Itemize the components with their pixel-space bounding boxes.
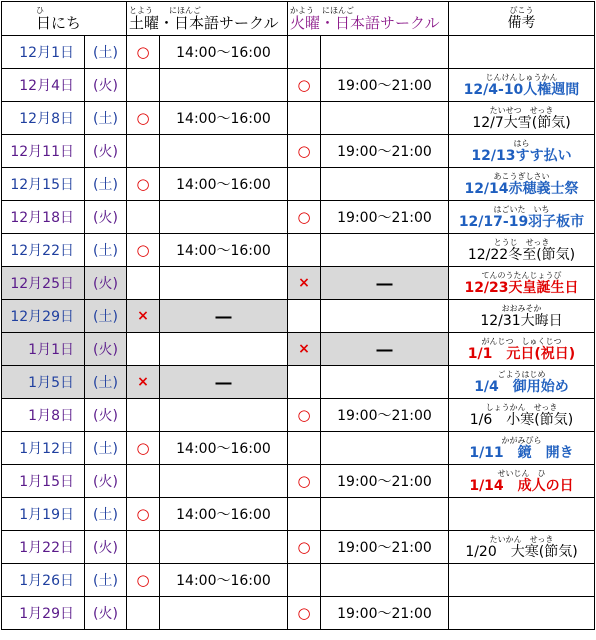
note-cell [449, 234, 595, 267]
note-header-ruby: びこう [509, 6, 534, 15]
sat-time-cell: 14:00～16:00 [160, 168, 288, 201]
note-ruby: あこうぎしさい [493, 171, 550, 181]
table-row [2, 498, 595, 531]
tue-mark-cell [288, 36, 321, 69]
note-text: 12/14赤穂義士祭 [464, 180, 579, 197]
sat-time-cell [160, 465, 288, 498]
tue-time-cell: 19:00～21:00 [321, 69, 449, 102]
date-cell: 1月22日 [2, 531, 85, 564]
tue-time-cell [321, 498, 449, 531]
date-cell: 12月11日 [2, 135, 85, 168]
table-row [2, 465, 595, 498]
tue-mark-cell: ○ [288, 531, 321, 564]
tue-mark-cell: ○ [288, 201, 321, 234]
tue-mark-cell: × [288, 267, 321, 300]
note-cell [449, 399, 595, 432]
note-cell [449, 300, 595, 333]
sat-time-cell: 14:00～16:00 [160, 498, 288, 531]
tue-time-cell: 19:00～21:00 [321, 465, 449, 498]
sat-time-cell [160, 333, 288, 366]
note-text: 12/4-10人権週間 [463, 81, 580, 98]
note-text: 12/17-19羽子板市 [458, 213, 585, 230]
tue-time-cell: 19:00～21:00 [321, 399, 449, 432]
tue-mark-cell [288, 498, 321, 531]
table-row [2, 234, 595, 267]
tue-header-label-b: 日本語サークル [335, 14, 440, 32]
sat-mark-cell: ○ [127, 498, 160, 531]
note-text: 12/13すす払い [471, 147, 572, 164]
table-row [2, 564, 595, 597]
date-cell: 12月15日 [2, 168, 85, 201]
sat-mark-cell: × [127, 366, 160, 399]
tue-mark-cell [288, 366, 321, 399]
sat-time-cell: 14:00～16:00 [160, 36, 288, 69]
note-ruby: てんのうたんじょうび [481, 270, 562, 280]
sat-circle-header [127, 2, 288, 36]
date-cell: 1月12日 [2, 432, 85, 465]
sat-mark-cell: ○ [127, 234, 160, 267]
date-cell: 1月5日 [2, 366, 85, 399]
table-row [2, 135, 595, 168]
tue-mark-cell [288, 300, 321, 333]
tue-mark-cell: ○ [288, 597, 321, 630]
date-cell: 12月25日 [2, 267, 85, 300]
sat-mark-cell: ○ [127, 564, 160, 597]
sat-header-label-b: 日本語サークル [174, 14, 279, 32]
date-header-ruby: ひ [36, 6, 44, 15]
weekday-cell: (土) [85, 234, 127, 267]
sat-time-cell [160, 267, 288, 300]
note-ruby: たいかん せっき [489, 534, 554, 544]
note-cell [449, 597, 595, 630]
sat-mark-cell [127, 201, 160, 234]
tue-time-cell [321, 102, 449, 135]
note-ruby: とうじ せっき [493, 237, 550, 247]
note-header-label: 備考 [507, 15, 536, 31]
note-ruby: たいせつ せっき [489, 105, 554, 115]
tue-header-ruby: かよう にほんご [290, 6, 354, 15]
weekday-cell: (火) [85, 399, 127, 432]
table-row [2, 399, 595, 432]
note-ruby: かがみびら [501, 435, 542, 445]
note-text: 12/22冬至(節気) [467, 246, 576, 263]
weekday-cell: (火) [85, 597, 127, 630]
tue-time-cell: 19:00～21:00 [321, 531, 449, 564]
note-ruby: ごようはじめ [497, 369, 546, 379]
tue-mark-cell [288, 168, 321, 201]
sat-mark-cell [127, 597, 160, 630]
tue-time-cell [321, 564, 449, 597]
tue-mark-cell: ○ [288, 69, 321, 102]
sat-time-cell [160, 597, 288, 630]
weekday-cell: (土) [85, 498, 127, 531]
note-cell [449, 432, 595, 465]
sat-mark-cell [127, 465, 160, 498]
note-cell [449, 168, 595, 201]
sat-mark-cell: ○ [127, 102, 160, 135]
tue-mark-cell: × [288, 333, 321, 366]
sat-mark-cell [127, 333, 160, 366]
date-header [2, 2, 127, 36]
note-text: 12/31大晦日 [480, 312, 563, 329]
table-row [2, 267, 595, 300]
tue-time-cell: ― [321, 333, 449, 366]
date-cell: 12月22日 [2, 234, 85, 267]
sat-time-cell [160, 531, 288, 564]
weekday-cell: (土) [85, 102, 127, 135]
note-cell [449, 498, 595, 531]
weekday-cell: (土) [85, 36, 127, 69]
sat-time-cell [160, 399, 288, 432]
sat-mark-cell [127, 69, 160, 102]
note-cell [449, 135, 595, 168]
date-cell: 12月29日 [2, 300, 85, 333]
tue-mark-cell [288, 234, 321, 267]
tue-time-cell [321, 234, 449, 267]
weekday-cell: (火) [85, 201, 127, 234]
sat-time-cell: 14:00～16:00 [160, 432, 288, 465]
note-text: 1/6 小寒(節気) [469, 411, 574, 428]
tue-time-cell: 19:00～21:00 [321, 201, 449, 234]
note-cell [449, 465, 595, 498]
date-header-label: 日にち [36, 14, 82, 32]
date-cell: 1月15日 [2, 465, 85, 498]
date-cell: 1月26日 [2, 564, 85, 597]
note-cell [449, 267, 595, 300]
date-cell: 1月29日 [2, 597, 85, 630]
sat-mark-cell: × [127, 300, 160, 333]
note-cell [449, 366, 595, 399]
sat-time-cell: 14:00～16:00 [160, 102, 288, 135]
tue-mark-cell [288, 102, 321, 135]
sat-time-cell: ― [160, 300, 288, 333]
note-ruby: はごいた いち [493, 204, 550, 214]
date-cell: 12月8日 [2, 102, 85, 135]
sat-mark-cell: ○ [127, 432, 160, 465]
sat-mark-cell [127, 531, 160, 564]
tue-time-cell [321, 168, 449, 201]
note-header [449, 2, 595, 36]
sat-mark-cell [127, 267, 160, 300]
sat-time-cell: 14:00～16:00 [160, 234, 288, 267]
weekday-cell: (火) [85, 135, 127, 168]
table-row [2, 36, 595, 69]
tue-time-cell: 19:00～21:00 [321, 597, 449, 630]
note-text: 12/7大雪(節気) [472, 114, 571, 131]
table-row [2, 597, 595, 630]
weekday-cell: (土) [85, 564, 127, 597]
note-text: 1/20 大寒(節気) [465, 543, 578, 560]
schedule-table [1, 1, 595, 630]
sat-header-ruby: とよう にほんご [129, 6, 201, 15]
note-cell [449, 102, 595, 135]
tue-time-cell: ― [321, 267, 449, 300]
weekday-cell: (火) [85, 531, 127, 564]
date-cell: 1月8日 [2, 399, 85, 432]
sat-time-cell [160, 201, 288, 234]
table-row [2, 201, 595, 234]
note-cell [449, 564, 595, 597]
table-row [2, 366, 595, 399]
table-row [2, 432, 595, 465]
note-text: 1/14 成人の日 [469, 477, 574, 494]
table-row [2, 300, 595, 333]
tue-mark-cell [288, 564, 321, 597]
table-row [2, 102, 595, 135]
tue-header-label-a: 火曜・ [290, 14, 336, 32]
date-cell: 1月1日 [2, 333, 85, 366]
note-text: 1/1 元日(祝日) [467, 345, 576, 362]
note-ruby: しょうかん せっき [485, 402, 558, 412]
sat-time-cell [160, 69, 288, 102]
note-ruby: がんじつ しゅくじつ [481, 336, 562, 346]
sat-mark-cell: ○ [127, 36, 160, 69]
tue-time-cell [321, 300, 449, 333]
weekday-cell: (火) [85, 333, 127, 366]
weekday-cell: (土) [85, 432, 127, 465]
sat-header-label-a: 土曜・ [129, 14, 175, 32]
table-row [2, 531, 595, 564]
table-row [2, 333, 595, 366]
weekday-cell: (火) [85, 465, 127, 498]
tue-mark-cell: ○ [288, 399, 321, 432]
note-cell [449, 69, 595, 102]
date-cell: 1月19日 [2, 498, 85, 531]
table-row [2, 69, 595, 102]
sat-time-cell: ― [160, 366, 288, 399]
note-cell [449, 531, 595, 564]
weekday-cell: (火) [85, 267, 127, 300]
weekday-cell: (火) [85, 69, 127, 102]
date-cell: 12月1日 [2, 36, 85, 69]
sat-mark-cell [127, 135, 160, 168]
sat-time-cell [160, 135, 288, 168]
tue-time-cell [321, 432, 449, 465]
weekday-cell: (土) [85, 366, 127, 399]
tue-circle-header [288, 2, 449, 36]
weekday-cell: (土) [85, 300, 127, 333]
note-ruby: じんけんしゅうかん [485, 72, 558, 82]
weekday-cell: (土) [85, 168, 127, 201]
note-ruby: せいじん ひ [497, 468, 546, 478]
note-cell [449, 201, 595, 234]
tue-mark-cell: ○ [288, 135, 321, 168]
note-cell [449, 36, 595, 69]
tue-time-cell [321, 36, 449, 69]
sat-time-cell: 14:00～16:00 [160, 564, 288, 597]
sat-mark-cell: ○ [127, 168, 160, 201]
note-text: 1/4 御用始め [474, 378, 569, 395]
table-row [2, 168, 595, 201]
note-text: 12/23天皇誕生日 [464, 279, 579, 296]
schedule-body [2, 36, 595, 630]
note-ruby: はら [513, 138, 530, 148]
note-cell [449, 333, 595, 366]
note-text: 1/11 鏡 開き [469, 444, 574, 461]
header-row [2, 2, 595, 36]
tue-time-cell [321, 366, 449, 399]
date-cell: 12月4日 [2, 69, 85, 102]
tue-mark-cell [288, 432, 321, 465]
sat-mark-cell [127, 399, 160, 432]
note-ruby: おおみそか [501, 303, 542, 313]
tue-mark-cell: ○ [288, 465, 321, 498]
tue-time-cell: 19:00～21:00 [321, 135, 449, 168]
date-cell: 12月18日 [2, 201, 85, 234]
